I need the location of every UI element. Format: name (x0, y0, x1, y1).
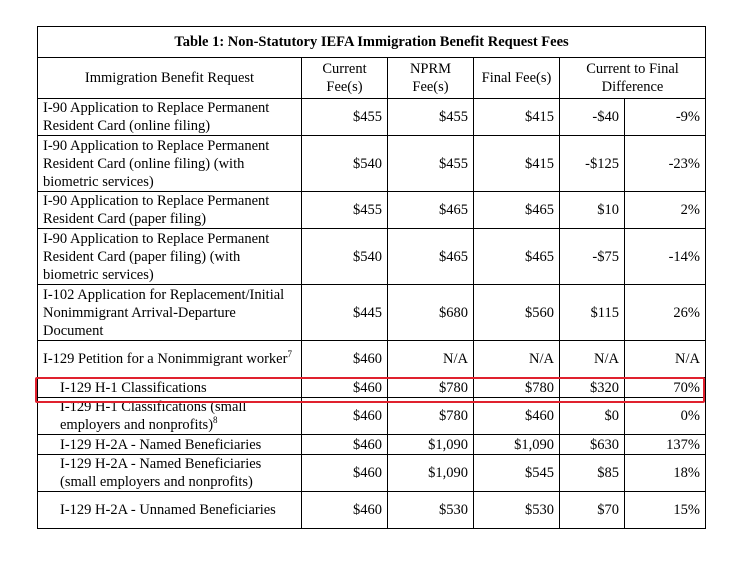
difference-percent: 137% (625, 435, 706, 455)
final-fee: $560 (474, 285, 560, 341)
current-fee: $460 (302, 341, 388, 378)
final-fee: $545 (474, 455, 560, 492)
final-fee: $415 (474, 136, 560, 192)
request-name: I-129 H-2A - Unnamed Beneficiaries (38, 492, 302, 529)
table-row (38, 341, 706, 378)
difference-percent: 0% (625, 398, 706, 435)
request-name: I-129 H-2A - Named Beneficiaries (small employers and nonprofits) (38, 455, 302, 492)
difference-percent: 26% (625, 285, 706, 341)
difference-amount: $630 (560, 435, 625, 455)
current-fee: $455 (302, 99, 388, 136)
table-row (38, 192, 706, 229)
difference-amount: N/A (560, 341, 625, 378)
request-name: I-90 Application to Replace Permanent Resident Card (online filing) (38, 99, 302, 136)
current-fee: $460 (302, 492, 388, 529)
table-row (38, 492, 706, 529)
request-name: I-90 Application to Replace Permanent Resident Card (online filing) (with biometric services) (38, 136, 302, 192)
request-name: I-129 H-1 Classifications (small employers and nonprofits) (60, 399, 247, 433)
current-fee: $460 (302, 378, 388, 398)
table-row (38, 136, 706, 192)
table-row (38, 435, 706, 455)
nprm-fee: $530 (388, 492, 474, 529)
footnote-ref: 8 (213, 415, 218, 426)
nprm-fee: $465 (388, 229, 474, 285)
table-title: Table 1: Non-Statutory IEFA Immigration Benefit Request Fees (38, 27, 706, 58)
table-row (38, 455, 706, 492)
final-fee: $530 (474, 492, 560, 529)
difference-percent: 18% (625, 455, 706, 492)
header-difference: Current to Final Difference (560, 58, 706, 99)
difference-amount: $85 (560, 455, 625, 492)
header-nprm-fee: NPRM Fee(s) (388, 58, 474, 99)
final-fee: N/A (474, 341, 560, 378)
final-fee: $1,090 (474, 435, 560, 455)
request-name: I-129 H-2A - Named Beneficiaries (38, 435, 302, 455)
current-fee: $445 (302, 285, 388, 341)
table-row (38, 99, 706, 136)
current-fee: $540 (302, 136, 388, 192)
difference-amount: $0 (560, 398, 625, 435)
difference-percent: -9% (625, 99, 706, 136)
request-name: I-90 Application to Replace Permanent Resident Card (paper filing) (with biometric services) (38, 229, 302, 285)
difference-amount: $10 (560, 192, 625, 229)
difference-percent: 15% (625, 492, 706, 529)
current-fee: $460 (302, 455, 388, 492)
final-fee: $780 (474, 378, 560, 398)
nprm-fee: $780 (388, 398, 474, 435)
current-fee: $540 (302, 229, 388, 285)
difference-amount: -$40 (560, 99, 625, 136)
header-request: Immigration Benefit Request (38, 58, 302, 99)
request-name: I-129 H-1 Classifications (38, 378, 302, 398)
difference-percent: -23% (625, 136, 706, 192)
difference-amount: -$75 (560, 229, 625, 285)
nprm-fee: $455 (388, 136, 474, 192)
nprm-fee: $455 (388, 99, 474, 136)
final-fee: $415 (474, 99, 560, 136)
difference-amount: $70 (560, 492, 625, 529)
table-row (38, 398, 706, 435)
nprm-fee: N/A (388, 341, 474, 378)
nprm-fee: $1,090 (388, 455, 474, 492)
nprm-fee: $780 (388, 378, 474, 398)
request-name-cell (38, 341, 302, 378)
table-title-row (38, 27, 706, 58)
request-name: I-129 Petition for a Nonimmigrant worker (43, 351, 288, 367)
difference-amount: -$125 (560, 136, 625, 192)
difference-percent: 2% (625, 192, 706, 229)
final-fee: $465 (474, 229, 560, 285)
current-fee: $455 (302, 192, 388, 229)
header-current-fee: Current Fee(s) (302, 58, 388, 99)
difference-percent: 70% (625, 378, 706, 398)
header-final-fee: Final Fee(s) (474, 58, 560, 99)
request-name: I-102 Application for Replacement/Initial Nonimmigrant Arrival-Departure Document (38, 285, 302, 341)
current-fee: $460 (302, 398, 388, 435)
final-fee: $460 (474, 398, 560, 435)
footnote-ref: 7 (287, 349, 292, 360)
table-row (38, 285, 706, 341)
difference-amount: $320 (560, 378, 625, 398)
fee-table (37, 26, 706, 529)
table-row (38, 378, 706, 398)
nprm-fee: $1,090 (388, 435, 474, 455)
difference-percent: -14% (625, 229, 706, 285)
difference-amount: $115 (560, 285, 625, 341)
current-fee: $460 (302, 435, 388, 455)
table-row (38, 229, 706, 285)
request-name: I-90 Application to Replace Permanent Resident Card (paper filing) (38, 192, 302, 229)
request-name-cell (38, 398, 302, 435)
difference-percent: N/A (625, 341, 706, 378)
table-header-row (38, 58, 706, 99)
nprm-fee: $465 (388, 192, 474, 229)
nprm-fee: $680 (388, 285, 474, 341)
final-fee: $465 (474, 192, 560, 229)
